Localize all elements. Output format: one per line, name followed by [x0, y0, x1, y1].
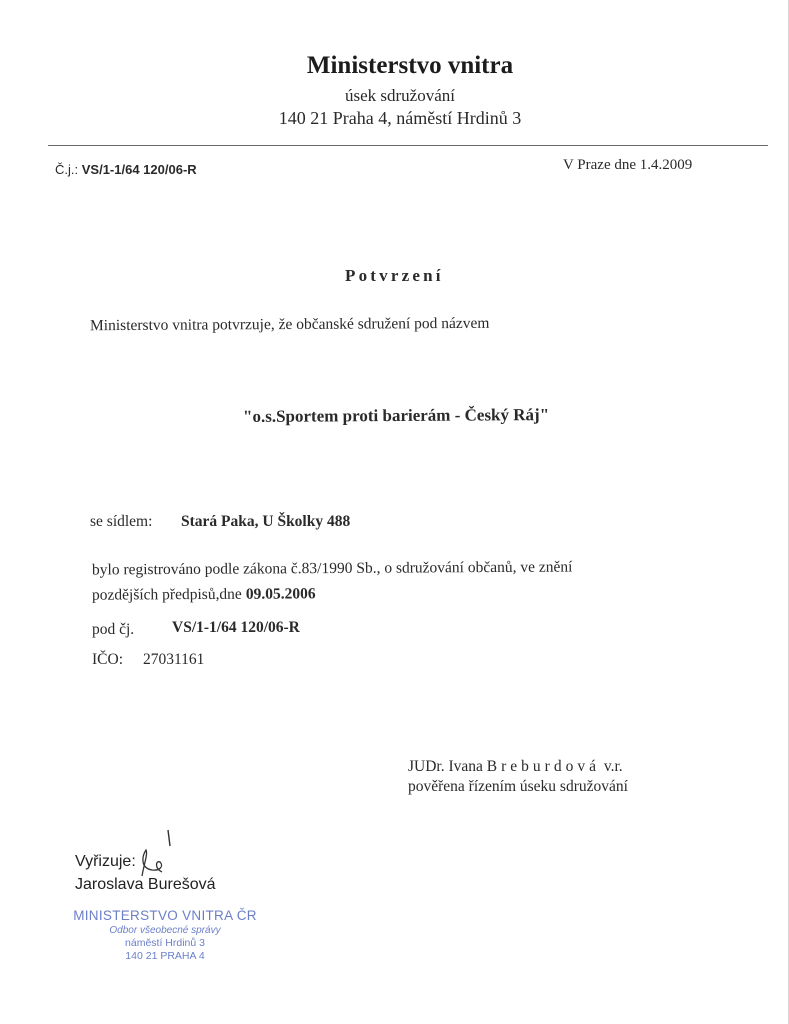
ico-label: IČO: [92, 651, 123, 668]
document-title: Potvrzení [345, 266, 444, 285]
stamp-line-3: náměstí Hrdinů 3 [125, 937, 205, 949]
ministry-stamp [50, 908, 280, 962]
handled-by-label: Vyřizuje: [75, 853, 136, 870]
signatory-role: pověřena řízením úseku sdružování [408, 778, 628, 795]
signatory-prefix: JUDr. Ivana [408, 758, 483, 775]
signatory-name [408, 758, 623, 776]
handled-by-name: Jaroslava Burešová [75, 876, 216, 893]
ministry-address: 140 21 Praha 4, náměstí Hrdinů 3 [278, 108, 522, 128]
signatory-surname: Breburdová [486, 758, 600, 775]
intro-text: Ministerstvo vnitra potvrzuje, že občanské sdružení pod názvem [89, 314, 490, 335]
stamp-line-1: MINISTERSTVO VNITRA ČR [73, 908, 257, 923]
header-divider [48, 145, 768, 146]
stamp-line-2: Odbor všeobecné správy [109, 925, 221, 936]
ico-value: 27031161 [143, 651, 205, 668]
reference-value: VS/1-1/64 120/06-R [81, 162, 197, 177]
seat-label: se sídlem: [90, 513, 153, 530]
department-name: úsek sdružování [344, 86, 455, 105]
organization-name: "o.s.Sportem proti barierám - Český Ráj" [242, 405, 550, 426]
registration-text: pozdějších předpisů,dne [91, 585, 242, 604]
registration-date: 09.05.2006 [245, 585, 316, 603]
stamp-line-4: 140 21 PRAHA 4 [125, 950, 205, 962]
reference-number [55, 162, 197, 177]
file-ref-value: VS/1-1/64 120/06-R [172, 619, 300, 636]
ministry-title: Ministerstvo vnitra [306, 52, 514, 79]
reference-label: Č.j.: [55, 162, 79, 177]
signatory-suffix: v.r. [603, 758, 623, 775]
registration-text-line1: bylo registrováno podle zákona č.83/1990 Sb., o sdružování občanů, ve znění [91, 558, 573, 579]
document-date: V Praze dne 1.4.2009 [563, 157, 693, 173]
registration-text-line2 [92, 585, 316, 604]
file-ref-label: pod čj. [92, 621, 135, 638]
seat-address: Stará Paka, U Školky 488 [181, 513, 351, 530]
handwritten-initials [130, 828, 180, 878]
